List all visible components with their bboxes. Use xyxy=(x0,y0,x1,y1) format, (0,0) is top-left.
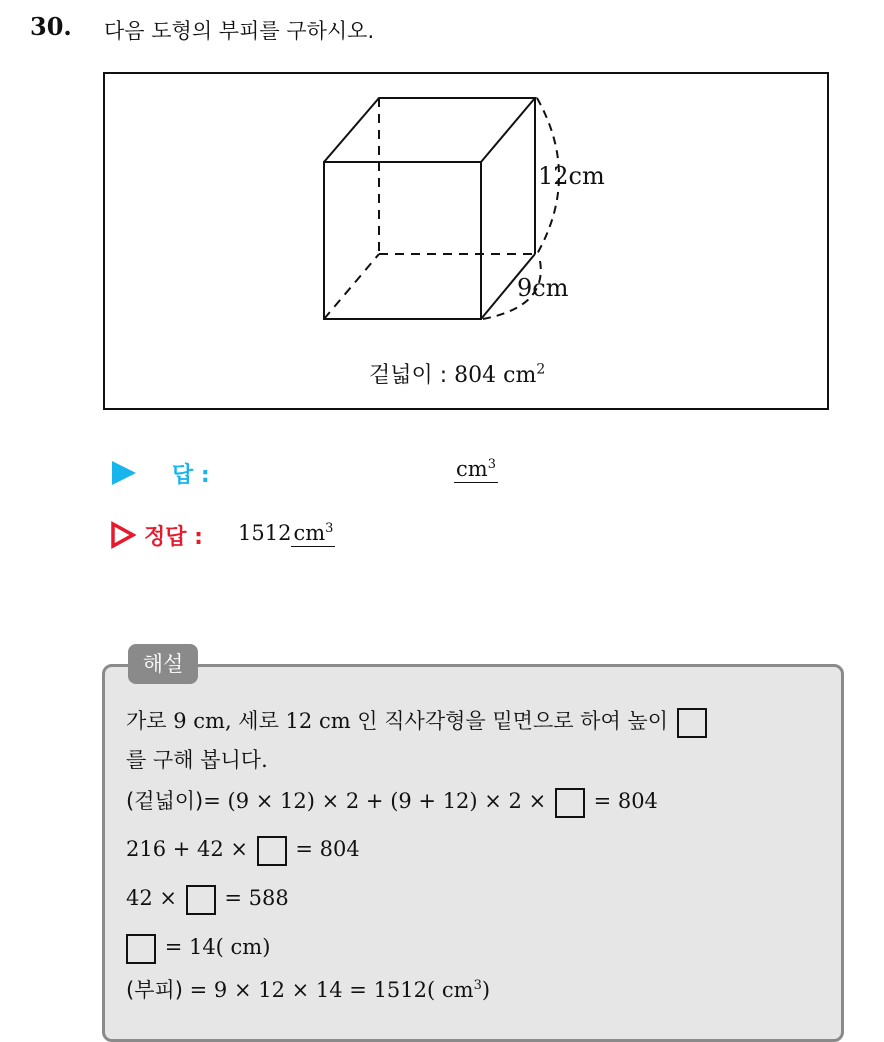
surface-area-label: 겉넓이 : xyxy=(369,363,448,388)
hidden-diagonal-edge xyxy=(324,254,379,319)
explanation-line-4-result: = 804 xyxy=(295,837,360,861)
explanation-line-7-close: ) xyxy=(481,978,491,1002)
answer-triangle-icon xyxy=(112,461,136,485)
explanation-line-7-exponent: 3 xyxy=(473,978,482,993)
explanation-line-7-expr: = 9 × 12 × 14 = 1512( cm xyxy=(189,978,474,1002)
blank-box xyxy=(257,836,287,866)
volume-term: (부피) xyxy=(126,978,183,1002)
cuboid-front-face xyxy=(324,162,481,319)
height-label: 12cm xyxy=(538,162,605,190)
explanation-line-6 xyxy=(126,932,270,964)
blank-box xyxy=(677,708,707,738)
explanation-line-1-text: 가로 9 cm, 세로 12 cm 인 직사각형을 밑면으로 하여 높이 xyxy=(126,709,669,733)
explanation-line-4 xyxy=(126,834,360,866)
correct-unit: cm xyxy=(293,521,326,545)
blank-box xyxy=(186,885,216,915)
correct-answer-row xyxy=(110,517,610,553)
explanation-line-3-result: = 804 xyxy=(593,789,658,813)
correct-unit-exponent: 3 xyxy=(325,521,334,536)
width-label: 9cm xyxy=(517,274,569,302)
answer-unit[interactable] xyxy=(454,457,498,483)
answer-row xyxy=(110,456,610,490)
surface-area-term: (겉넓이) xyxy=(126,789,204,813)
explanation-tag: 해설 xyxy=(128,644,198,684)
correct-triangle-icon xyxy=(110,521,136,549)
explanation-line-5 xyxy=(126,883,289,915)
explanation-line-2: 를 구해 봅니다. xyxy=(126,748,268,772)
blank-box xyxy=(555,788,585,818)
surface-area-exponent: 2 xyxy=(536,361,546,378)
answer-unit-text: cm xyxy=(456,457,488,481)
correct-value xyxy=(238,521,335,545)
explanation-line-1 xyxy=(126,706,709,738)
answer-unit-exponent: 3 xyxy=(487,457,496,472)
explanation-line-4-expr: 216 + 42 × xyxy=(126,837,249,861)
cuboid-top-edges xyxy=(324,98,535,162)
blank-box xyxy=(126,934,156,964)
correct-number: 1512 xyxy=(238,521,292,545)
explanation-line-6-result: = 14( cm) xyxy=(164,935,271,959)
surface-area-value: 804 cm xyxy=(454,363,537,388)
explanation-line-5-expr: 42 × xyxy=(126,886,177,910)
correct-label: 정답 : xyxy=(144,525,203,550)
question-number: 30. xyxy=(30,12,72,41)
question-text: 다음 도형의 부피를 구하시오. xyxy=(104,19,375,43)
correct-unit-wrap xyxy=(291,521,335,547)
explanation-line-7 xyxy=(126,971,490,1005)
explanation-line-5-result: = 588 xyxy=(224,886,289,910)
answer-label: 답 : xyxy=(172,463,210,488)
surface-area-line xyxy=(369,358,545,389)
explanation-line-3 xyxy=(126,786,658,818)
explanation-line-3-expr: = (9 × 12) × 2 + (9 + 12) × 2 × xyxy=(203,789,547,813)
figure-box xyxy=(103,72,829,410)
